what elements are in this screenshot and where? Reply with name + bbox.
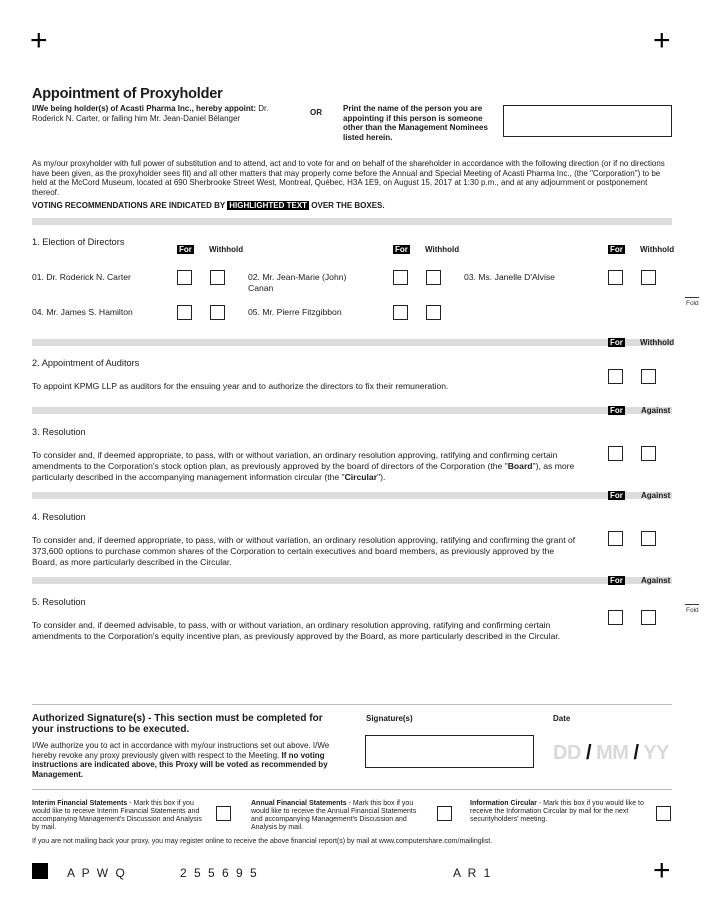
resolution-4-for-checkbox[interactable] [608, 531, 623, 546]
section-divider-3 [32, 407, 672, 414]
for-header: For [610, 406, 623, 415]
annual-statements-checkbox[interactable] [437, 806, 452, 821]
date-input[interactable] [553, 742, 669, 765]
nominee-04: 04. Mr. James S. Hamilton [32, 307, 133, 317]
res3-text-b: "), as more particularly described in the accompanying management information circular (the " [32, 461, 575, 482]
resolution-4-title: 4. Resolution [32, 512, 86, 522]
for-header: For [610, 576, 623, 585]
res3-board: Board [507, 461, 533, 471]
nominee-01-for-checkbox[interactable] [177, 270, 192, 285]
directors-title: 1. Election of Directors [32, 237, 125, 247]
crop-mark-bottom-right: + [653, 854, 671, 887]
date-separator: / [585, 742, 592, 764]
information-circular-checkbox[interactable] [656, 806, 671, 821]
highlighted-text-sample: HIGHLIGHTED TEXT [229, 201, 308, 210]
for-header: For [179, 245, 192, 254]
res3-text-c: "). [377, 472, 386, 482]
annual-description: - Mark this box if you would like to receive the Annual Financial Statements and accompanying Management's Discussion and Analysis by mail. [251, 800, 417, 831]
nominee-05-withhold-checkbox[interactable] [426, 305, 441, 320]
fold-label: Fold [686, 607, 699, 614]
section-divider-5 [32, 577, 672, 584]
signature-input[interactable] [365, 735, 534, 768]
section-divider-4 [32, 492, 672, 499]
print-name-instructions: Print the name of the person you are appointing if this person is someone other than the Management Nominees listed herein. [343, 104, 488, 142]
nominee-01: 01. Dr. Roderick N. Carter [32, 272, 131, 282]
resolution-5-title: 5. Resolution [32, 597, 86, 607]
voting-rec-text-end: OVER THE BOXES. [309, 201, 385, 210]
or-label: OR [310, 108, 322, 117]
date-separator: / [633, 742, 639, 764]
signature-divider [32, 704, 672, 705]
resolution-3-text [32, 450, 577, 483]
form-code-number: 2 5 5 6 9 5 [180, 866, 259, 880]
nominee-03-for-checkbox[interactable] [608, 270, 623, 285]
crop-mark-top-left: + [30, 24, 48, 57]
res3-text-a: To consider and, if deemed appropriate, to pass, with or without variation, an ordinary resolution approving, ratifying and confirming certain amendments to the Corporation's stock option plan, as previously approved by the board of directors of the Corporation (the " [32, 450, 558, 471]
date-month-placeholder: MM [596, 742, 629, 764]
mailing-list-text: If you are not mailing back your proxy, you may register online to receive the above financial report(s) by mail at www.computershare.com/mailinglist. [32, 838, 493, 845]
nominee-03: 03. Ms. Janelle D'Alvise [464, 272, 555, 282]
resolution-4-against-checkbox[interactable] [641, 531, 656, 546]
fold-line [685, 604, 699, 605]
auditors-withhold-checkbox[interactable] [641, 369, 656, 384]
nominee-02 [248, 272, 346, 294]
interim-description: - Mark this box if you would like to receive Interim Financial Statements and accompanying Management's Discussion and Analysis by mail. [32, 800, 202, 831]
nominee-05: 05. Mr. Pierre Fitzgibbon [248, 307, 342, 317]
appoint-nominees: Dr. Roderick N. Carter, or failing him Mr. Jean-Daniel Bélanger [32, 104, 269, 123]
annual-statements-text [251, 800, 429, 832]
page-title: Appointment of Proxyholder [32, 86, 223, 102]
nominee-01-withhold-checkbox[interactable] [210, 270, 225, 285]
for-header: For [395, 245, 408, 254]
resolution-5-text: To consider and, if deemed advisable, to pass, with or without variation, an ordinary resolution approving, ratifying and confirming certain amendments to the Corporation's equity incentive plan, as previously approved by the Board, as more particularly described in the Circular. [32, 620, 561, 641]
for-header: For [610, 338, 623, 347]
resolution-3-for-checkbox[interactable] [608, 446, 623, 461]
resolution-4-text: To consider and, if deemed appropriate, to pass, with or without variation, an ordinary resolution approving, ratifying and confirming the grant of 373,600 options to purchase common shares of the Corporation to certain executives and board members, as previously approved by the Board, as more particularly described in the Circular. [32, 535, 576, 567]
for-header: For [610, 245, 623, 254]
signature-text [32, 741, 347, 779]
resolution-5-against-checkbox[interactable] [641, 610, 656, 625]
signature-label: Signature(s) [366, 714, 413, 723]
intro-text: As my/our proxyholder with full power of substitution and to attend, act and to vote for and on behalf of the shareholder in accordance with the following direction (or if no directions have been given, as the proxyholder sees fit) and all other matters that may properly come before the Annual and Special Meeting of Acasti Pharma Inc., (the "Corporation") to be held at the McCord Museum, located at 690 Sherbrooke Street West, Montreal, Québec, H3A 1E9, on August 15, 2017 at 1:30 p.m., and at any adjournment or postponement thereof. [32, 159, 665, 197]
nominee-03-withhold-checkbox[interactable] [641, 270, 656, 285]
against-header: Against [641, 491, 671, 500]
circular-description: - Mark this box if you would like to receive the Information Circular by mail for the next securityholders' meeting. [470, 800, 644, 823]
nominee-04-withhold-checkbox[interactable] [210, 305, 225, 320]
crop-mark-top-right: + [653, 24, 671, 57]
against-header: Against [641, 406, 671, 415]
nominee-02-withhold-checkbox[interactable] [426, 270, 441, 285]
nominee-02-line2: Canan [248, 283, 274, 293]
registration-square [32, 863, 48, 879]
fold-label: Fold [686, 300, 699, 307]
auditors-for-checkbox[interactable] [608, 369, 623, 384]
section-divider-1 [32, 218, 672, 225]
date-year-placeholder: YY [643, 742, 669, 764]
proxyholder-name-input[interactable] [503, 105, 672, 137]
against-header: Against [641, 576, 671, 585]
resolution-3-against-checkbox[interactable] [641, 446, 656, 461]
annual-title: Annual Financial Statements [251, 800, 347, 807]
reports-divider [32, 789, 672, 790]
section-divider-2 [32, 338, 675, 347]
signature-title: Authorized Signature(s) - This section must be completed for your instructions to be executed. [32, 713, 323, 735]
signature-authorize-text: I/We authorize you to act in accordance with my/our instructions set out above. I/We hereby revoke any proxy previously given with respect to the Meeting. [32, 741, 330, 760]
nominee-02-line1: 02. Mr. Jean-Marie (John) [248, 272, 347, 282]
res3-circular: Circular [344, 472, 378, 482]
interim-statements-checkbox[interactable] [216, 806, 231, 821]
voting-rec-text: VOTING RECOMMENDATIONS ARE INDICATED BY [32, 201, 228, 210]
voting-recommendations [32, 201, 385, 211]
for-header: For [610, 491, 623, 500]
auditors-title: 2. Appointment of Auditors [32, 358, 140, 368]
resolution-5-for-checkbox[interactable] [608, 610, 623, 625]
fold-line [685, 297, 699, 298]
auditors-text: To appoint KPMG LLP as auditors for the ensuing year and to authorize the directors to fix their remuneration. [32, 381, 449, 391]
resolution-3-title: 3. Resolution [32, 427, 86, 437]
appoint-text [32, 104, 294, 123]
circular-title: Information Circular [470, 800, 537, 807]
date-day-placeholder: DD [553, 742, 581, 764]
nominee-02-for-checkbox[interactable] [393, 270, 408, 285]
form-code-ar1: A R 1 [453, 866, 493, 880]
nominee-04-for-checkbox[interactable] [177, 305, 192, 320]
interim-statements-text [32, 800, 210, 832]
signature-default-vote-text: If no voting instructions are indicated above, this Proxy will be voted as recommended by Management. [32, 750, 328, 779]
interim-title: Interim Financial Statements [32, 800, 128, 807]
appoint-lead: I/We being holder(s) of Acasti Pharma Inc., hereby appoint: [32, 104, 257, 113]
date-label: Date [553, 714, 571, 723]
withhold-header: Withhold [209, 245, 244, 254]
form-code-apwq: A P W Q [67, 866, 127, 880]
nominee-05-for-checkbox[interactable] [393, 305, 408, 320]
withhold-header: Withhold [640, 245, 675, 254]
withhold-header: Withhold [640, 338, 675, 347]
withhold-header: Withhold [425, 245, 460, 254]
information-circular-text [470, 800, 648, 824]
